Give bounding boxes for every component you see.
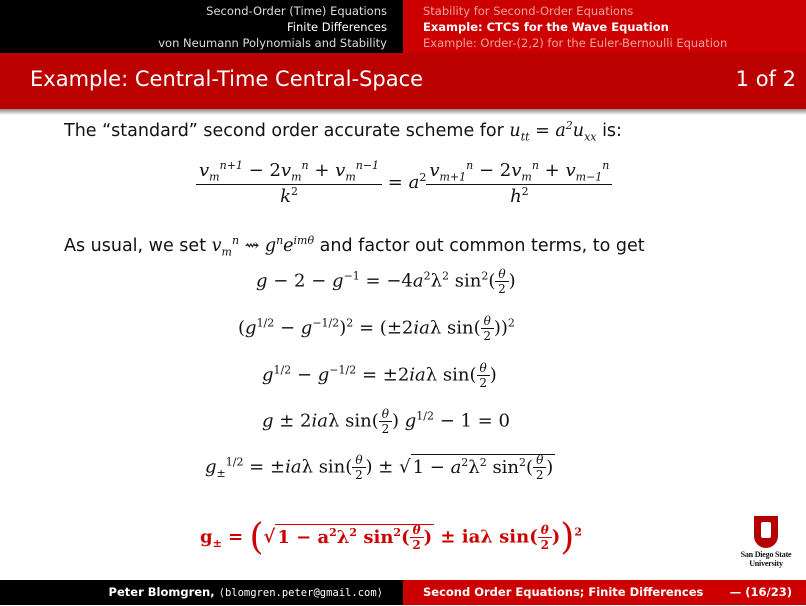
eq-result: $g_\pm$ = (√ $1 - a^2\lambda^2$ $\sin^2$( $\frac{\theta}{2}$ ) ± iaλ sin( $\frac{\theta}{2}$ ))$^2$ xyxy=(200,517,582,558)
subsection-nav xyxy=(403,0,806,53)
footer-author xyxy=(0,580,403,605)
section-link-current[interactable]: Finite Differences xyxy=(287,20,387,34)
section-nav xyxy=(0,0,403,53)
university-logo xyxy=(736,516,796,568)
page-number: — (16/23) xyxy=(729,585,792,599)
eq-1: $g - 2 - g^{-1} = -4a^2\lambda^2$ $\sin^2$( $\frac{\theta}{2}$ ) xyxy=(256,267,516,296)
slide-title: Example: Central-Time Central-Space xyxy=(30,67,424,91)
eq-2: $(g^{1/2} - g^{-1/2})^2 = (\pm 2ia\lambda$ sin( $\frac{\theta}{2}$ ))$^2$ xyxy=(238,314,515,343)
logo-text xyxy=(736,550,796,568)
as-usual-tail: and factor out common terms, to get xyxy=(319,235,645,256)
slide-part: 1 of 2 xyxy=(735,67,796,91)
footer-topic xyxy=(403,580,806,605)
logo-line-1: San Diego State xyxy=(740,550,792,559)
intro-math: $u_{tt} = a^2u_{xx}$ xyxy=(509,119,597,144)
intro-text: The “standard” second order accurate scheme for xyxy=(64,120,504,141)
intro-line xyxy=(64,119,622,143)
section-link[interactable]: Second-Order (Time) Equations xyxy=(206,4,387,18)
title-bar xyxy=(0,53,806,109)
as-usual-text: As usual, we set xyxy=(64,235,207,256)
footer-bar xyxy=(0,580,806,605)
header-bar xyxy=(0,0,806,53)
slide-content xyxy=(0,109,806,577)
as-usual-line xyxy=(64,234,645,258)
section-link[interactable]: von Neumann Polynomials and Stability xyxy=(158,36,387,50)
scheme-equation: $\frac{v_m^{n+1} - 2v_m^n + v_m^{n-1}}{k^2}$ = $a^2$ $\frac{v_{m+1}^n - 2v_m^n + v_{m-1}^n}{h^2}$ xyxy=(196,159,612,207)
author-name: Peter Blomgren, xyxy=(108,585,215,599)
topic-title: Second Order Equations; Finite Differences xyxy=(423,585,704,599)
subsection-link[interactable]: Example: Order-(2,2) for the Euler-Bernoulli Equation xyxy=(423,36,728,50)
intro-tail: is: xyxy=(602,120,622,141)
eq-3: $g^{1/2} - g^{-1/2} = \pm 2ia\lambda$ sin( $\frac{\theta}{2}$ ) xyxy=(262,361,497,390)
eq-5: $g_\pm^{1/2} = \pm ia\lambda$ sin( $\frac{\theta}{2}$ ) ± √ $1 - a^2\lambda^2$ $\sin^2$( $\frac{\theta}{2}$ ) xyxy=(205,453,554,482)
subsection-link[interactable]: Stability for Second-Order Equations xyxy=(423,4,634,18)
author-email: ⟨blomgren.peter@gmail.com⟩ xyxy=(218,587,383,599)
subsection-link-current[interactable]: Example: CTCS for the Wave Equation xyxy=(423,20,669,34)
logo-line-2: University xyxy=(749,559,783,568)
ansatz-math: $v_m^n$ ⇝ $g^ne^{im\theta}$ xyxy=(211,234,315,259)
shield-icon xyxy=(754,516,778,548)
eq-4: g ± 2iaλ sin( $\frac{\theta}{2}$ ) $g^{1/2} - 1 = 0$ xyxy=(262,407,510,436)
